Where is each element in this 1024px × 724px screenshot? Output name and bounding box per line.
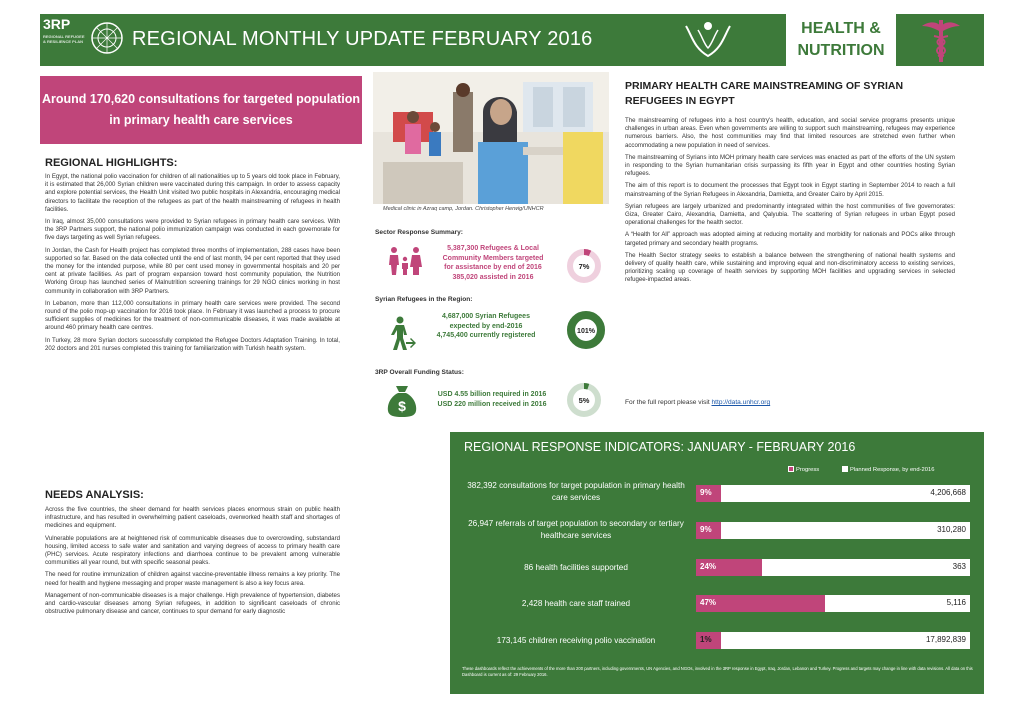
refugee-walking-icon xyxy=(386,316,416,352)
3rp-logo: 3RP REGIONAL REFUGEE & RESILIENCE PLAN xyxy=(43,16,85,44)
family-icon xyxy=(386,246,426,276)
refugee-progress-ring xyxy=(566,310,606,350)
page-title: REGIONAL MONTHLY UPDATE FEBRUARY 2016 xyxy=(132,28,593,50)
indicator-bar xyxy=(696,485,970,502)
report-link-line: For the full report please visit http://data.unhcr.org xyxy=(625,399,771,406)
indicators-title: REGIONAL RESPONSE INDICATORS: JANUARY - FEBRUARY 2016 xyxy=(464,440,856,454)
indicator-target: 310,280 xyxy=(937,525,966,534)
unhcr-emblem-icon xyxy=(676,16,740,64)
indicator-bar xyxy=(696,595,970,612)
indicator-bar xyxy=(696,559,970,576)
clinic-photo xyxy=(373,72,609,204)
indicator-label: 2,428 health care staff trained xyxy=(521,599,631,608)
sector-progress-ring xyxy=(566,248,602,284)
legend-planned: Planned Response, by end-2016 xyxy=(842,466,934,473)
funding-summary-label: 3RP Overall Funding Status: xyxy=(375,369,464,376)
legend-planned-swatch xyxy=(842,466,848,472)
legend-progress: Progress xyxy=(788,466,819,473)
indicators-footnote: These dashboards reflect the achievements of the more than 200 partners, including governments, UN Agencies, and NGOs, involved in the 3RP response in Egypt, Iraq, Jordan, Lebanon and Turkey. Progress and targets may change in line with data revisions. All data on this Dashboard is current as of: 29 February 2016. xyxy=(462,666,973,677)
indicator-percent: 9% xyxy=(700,525,712,534)
indicator-percent: 9% xyxy=(700,488,712,497)
report-title: PRIMARY HEALTH CARE MAINSTREAMING OF SYRIAN REFUGEES IN EGYPT xyxy=(625,80,904,107)
indicator-target: 4,206,668 xyxy=(930,488,966,497)
indicator-percent: 1% xyxy=(700,635,712,644)
un-emblem-icon xyxy=(87,18,127,58)
indicator-label: 86 health facilities supported xyxy=(524,563,628,572)
sector-summary-label: Sector Response Summary: xyxy=(375,229,463,236)
indicator-bar xyxy=(696,632,970,649)
sector-title-box: HEALTH & NUTRITION xyxy=(786,14,896,66)
funding-summary-text: USD 4.55 billion required in 2016 USD 220 million received in 2016 xyxy=(437,391,547,408)
needs-heading: NEEDS ANALYSIS: xyxy=(45,489,144,501)
highlights-body: In Egypt, the national polio vaccination for children of all nationalities up to 5 years old took place in February, it is estimated that 26,000 Syrian children were vaccinated during this campaign. In order to assess capacity and explore potential services, the Health Unit visited two public hospitals in Alexandria, encouraging medical directors to facilitate the reception of the refugees as part of the health mainstreaming of refugees in health facilities. In Iraq, almost 35,000 consultations were provided to Syrian refugees in primary health care services. With the 3RP Partners support, the national polio immunization campaign was conducted in each governorate for five days targeting as well Syrian refugees. In Jordan, the Cash for Health project has completed three months of implementation, 288 cases have been supported so far. Based on the data collected until the end of last month, 94 per cent reported that they used the money for the intended purpose, while 80 per cent used money in governmental hospitals and 20 per cent at private facilities. As part of program expansion toward host community population, the Nutrition Working Group has launched series of Malnutrition screening trainings for 29 NGO clinics working in host community in collaboration with 3RP Partners. In Lebanon, more than 112,000 consultations in primary health care services were provided. The second round of the polio mop-up vaccination for 2016 took place. In February it was launched a process to procure sufficient supplies of medicines for the treatment of non-communicable diseases, it was made available at around 460 primary health care centres. In Turkey, 28 more Syrian doctors successfully completed the Refugee Doctors Adaptation Training. In total, 202 doctors and 201 nurses completed this training for familiarization with Turkish health system. xyxy=(45,173,340,352)
sector-progress-value: 7% xyxy=(578,262,590,271)
indicator-percent: 47% xyxy=(700,598,717,607)
funding-progress-ring xyxy=(566,382,602,418)
indicator-target: 17,892,839 xyxy=(925,635,966,644)
indicator-percent: 24% xyxy=(700,562,717,571)
refugee-summary-label: Syrian Refugees in the Region: xyxy=(375,296,473,303)
needs-body: Across the five countries, the sheer demand for health services places enormous strain on public health infrastructure, and has resulted in overwhelming patient caseloads, overworked health staff and shortages of medicines and equipment. Vulnerable populations are at heightened risk of communicable diseases due to overcrowding, substandard housing, limited access to safe water and sanitation and varying degrees of access to primary health care (PHC) services. Acute respiratory infections and diarrhoea continue to be prevalent among vulnerable communities all year round, but with specific seasonal peaks. The need for routine immunization of children against vaccine-preventable illness remains a key priority. The need for health and hygiene messaging and proper waste management is also a key focus area. Management of non-communicable diseases is a major challenge. High prevalence of hypertension, diabetes and cardio-vascular diseases among Syrian refugees, in addition to significant caseloads of chronic obstructive pulmonary disease and cancer, continues to spur demand for early diagnostic xyxy=(45,506,340,616)
report-link[interactable]: http://data.unhcr.org xyxy=(711,399,771,406)
indicator-target: 363 xyxy=(952,562,966,571)
indicator-label: 173,145 children receiving polio vaccination xyxy=(496,636,656,645)
indicators-panel xyxy=(450,432,984,694)
highlight-banner: Around 170,620 consultations for targeted population in primary health care services xyxy=(40,76,362,144)
funding-progress-value: 5% xyxy=(578,396,590,405)
indicator-label: 26,947 referrals of target population to secondary or tertiary healthcare services xyxy=(468,519,684,540)
highlights-heading: REGIONAL HIGHLIGHTS: xyxy=(45,157,178,169)
money-bag-icon xyxy=(386,384,418,418)
refugee-summary-text: 4,687,000 Syrian Refugees expected by end-2016 4,745,400 currently registered xyxy=(436,313,536,339)
caduceus-icon xyxy=(914,14,968,66)
header-bar xyxy=(40,14,984,66)
svg-text:$: $ xyxy=(398,398,406,414)
sector-summary-text: 5,387,300 Refugees & Local Community Members targeted for assistance by end of 2016 385,020 assisted in 2016 xyxy=(442,245,544,281)
indicator-target: 5,116 xyxy=(946,598,966,607)
report-body: The mainstreaming of refugees into a host country's health, education, and social service programs presents unique challenges in urban areas. Even when governments are willing to support such mainstreaming, refugees may experience numerous barriers. Also, the host communities may find that limited resources are stretched even further when accommodating a new population in need of services. The mainstreaming of Syrians into MOH primary health care services was enacted as part of the efforts of the UN system in responding to the Syrian humanitarian crisis surpassing its fifth year in Egypt and other countries hosting Syrian refugees. The aim of this report is to document the processes that Egypt took in Egypt starting in September 2014 to reach a full mainstreaming of the Syrian Refugees in Alexandria, Damietta, and Greater Cairo by April 2015. Syrian refugees are largely urbanized and predominantly integrated within the host communities of five governorates: Giza, Greater Cairo, Alexandria, Damietta, and Qalyubia. The scattering of Syrian refugees in urban Egypt posed operational challenges for the health sector. A “Health for All” approach was adopted aiming at reducing mortality and morbidity for nationals and POCs alike through targeted primary and secondary health programs. The Health Sector strategy seeks to establish a balance between the strengthening of national health systems and delivery of quality health care, while sustaining and improving equal and non-discriminatory access to existing services, prioritizing scaling up coverage of health services by supporting MOH facilities and upgrading services in selected refugee-impacted areas. xyxy=(625,117,955,284)
refugee-progress-value: 101% xyxy=(577,328,595,335)
indicator-bar xyxy=(696,522,970,539)
photo-caption: Medical clinic in Azraq camp, Jordan. Christopher Herwig/UNHCR xyxy=(383,206,544,212)
indicator-label: 382,392 consultations for target population in primary health care services xyxy=(467,481,685,502)
legend-progress-swatch xyxy=(788,466,794,472)
